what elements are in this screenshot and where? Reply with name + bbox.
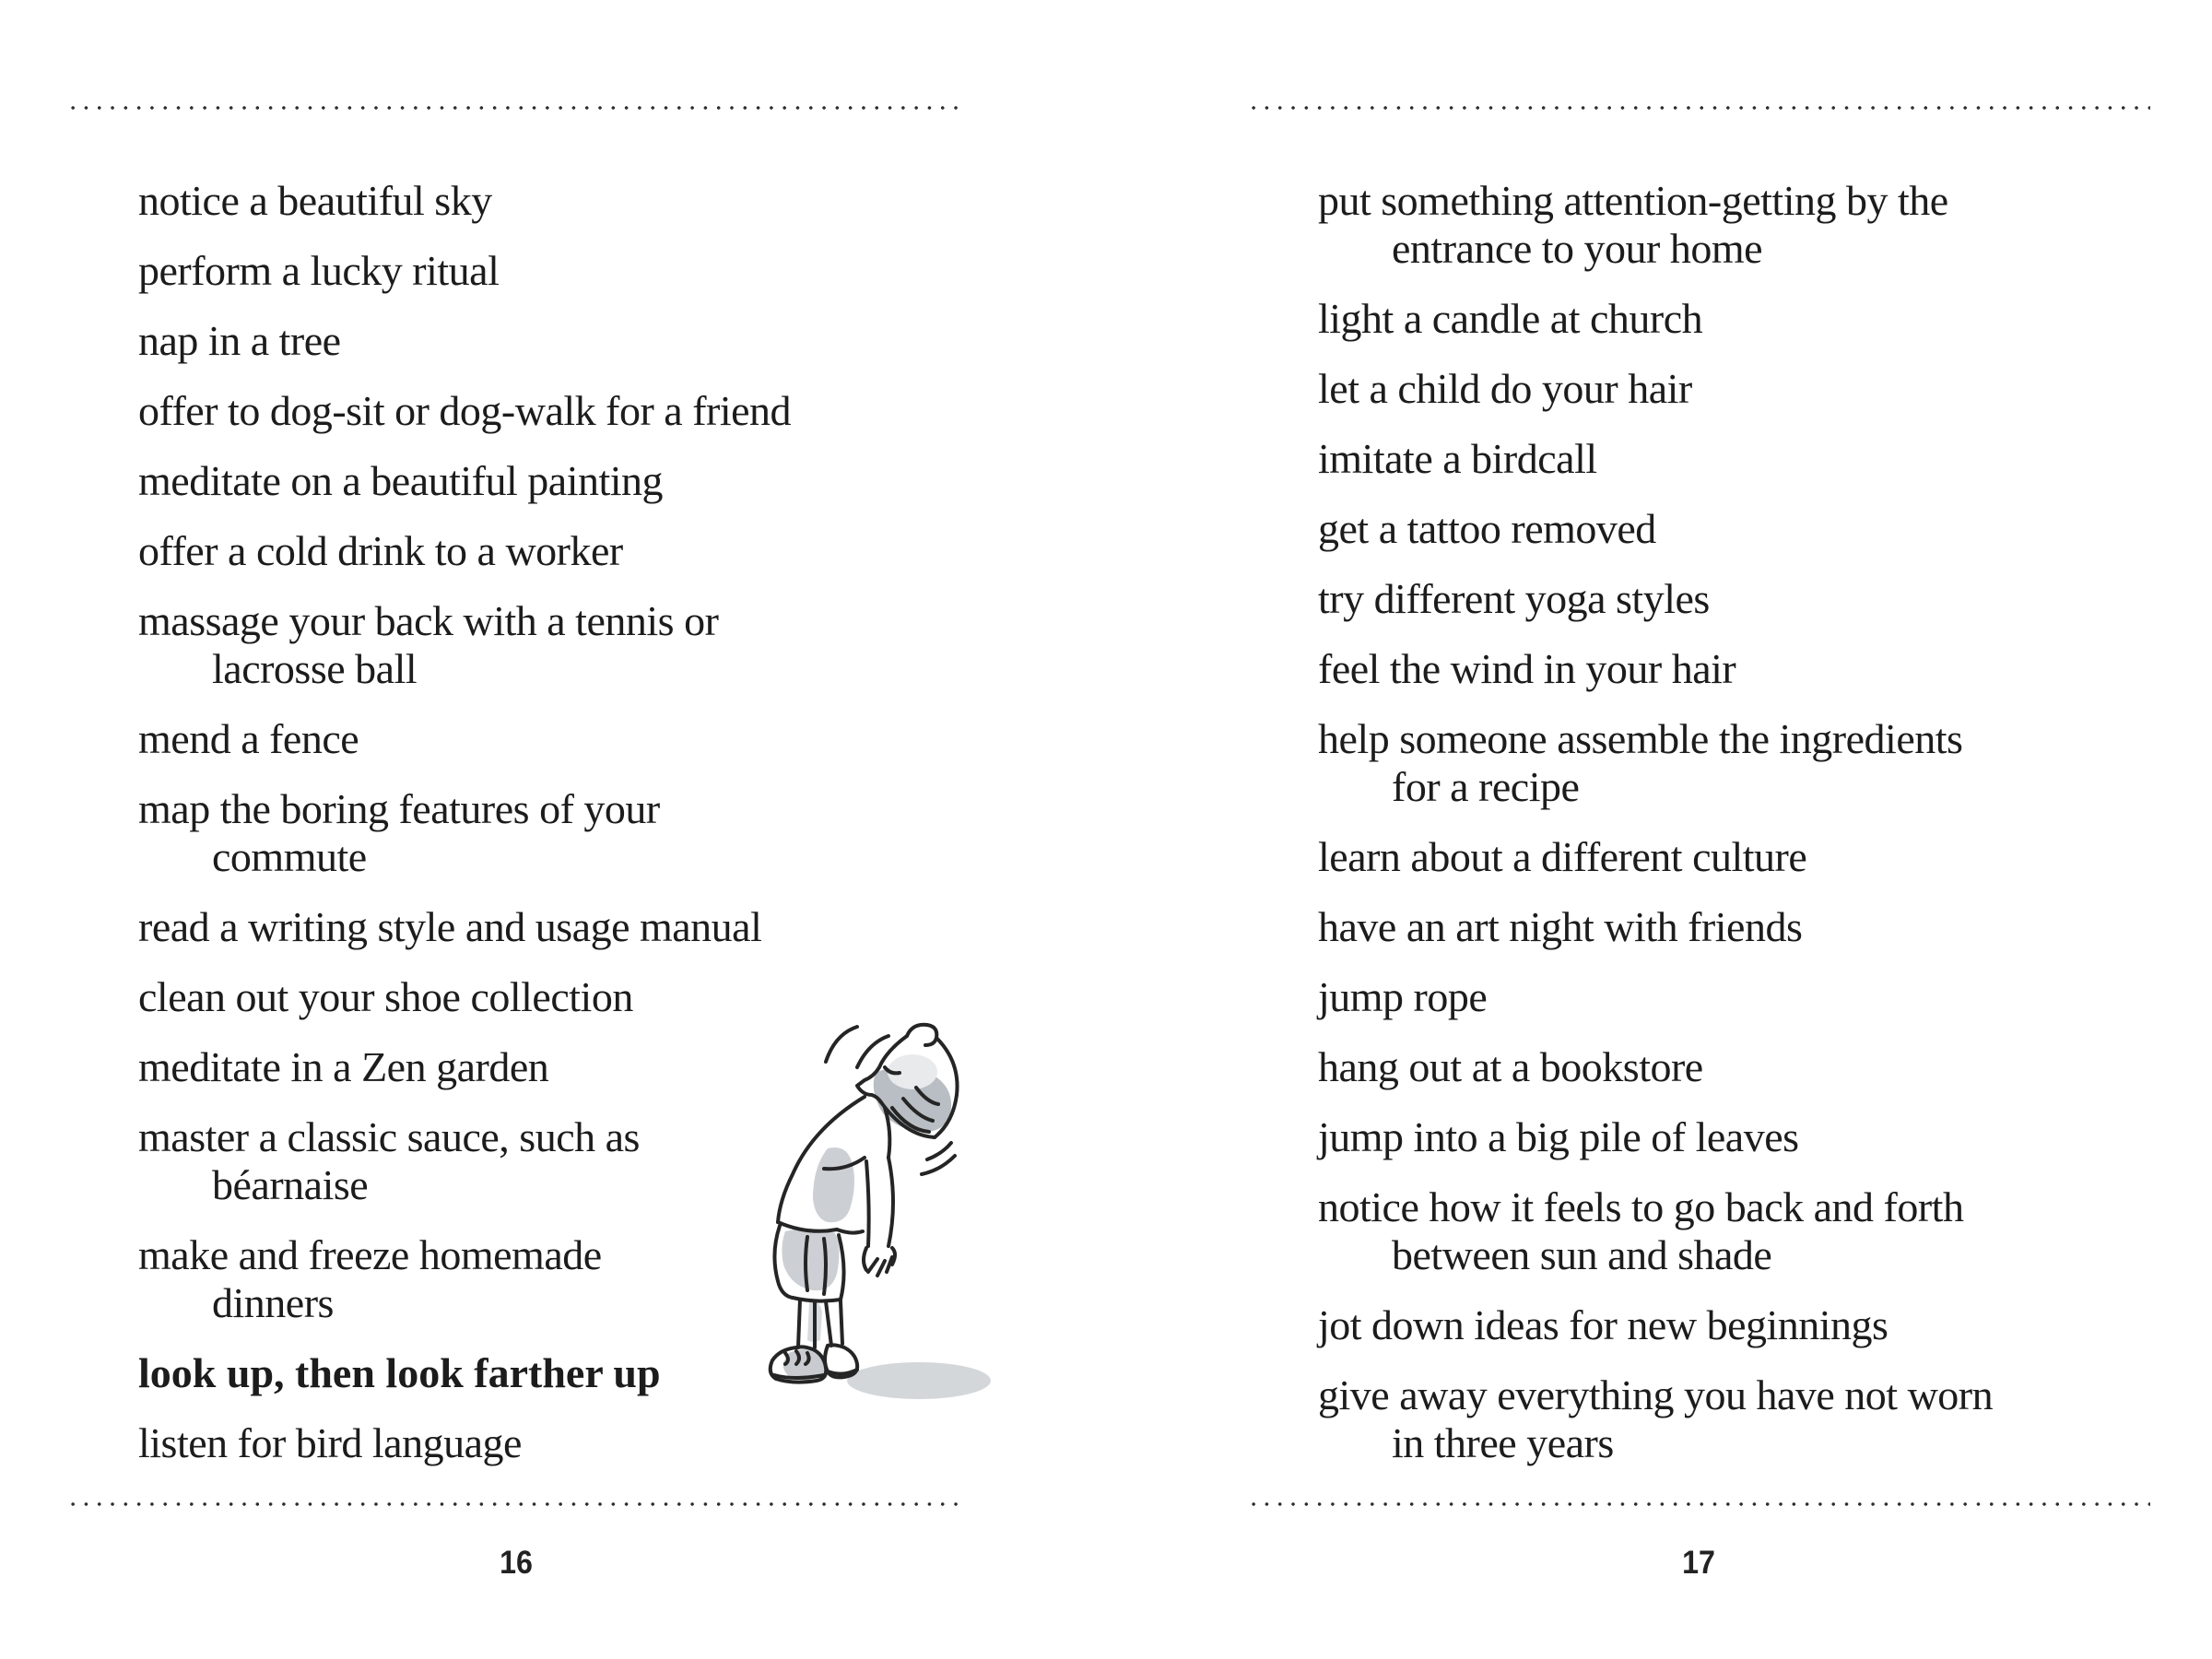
activity-line: entrance to your home [1392,225,1763,272]
activity-item [1318,435,2203,483]
ground-shadow [847,1362,991,1399]
activity-item [1318,1301,2203,1349]
dotted-rule-bottom-left [66,1501,966,1507]
activity-line: nap in a tree [138,317,341,364]
far-leg-front [826,1301,831,1346]
activity-item [1318,505,2203,553]
activity-line: map the boring features of your [138,785,660,832]
activity-item [138,597,1023,693]
activity-line: béarnaise [212,1161,369,1208]
activity-line: mend a fence [138,715,359,762]
dotted-rule-bottom-right [1247,1501,2150,1507]
activity-line: light a candle at church [1318,295,1703,342]
activity-line: listen for bird language [138,1419,522,1466]
activity-line: jot down ideas for new beginnings [1318,1301,1888,1348]
activity-line: read a writing style and usage manual [138,903,762,950]
activity-item [138,715,1023,763]
activity-line: try different yoga styles [1318,575,1710,622]
activity-item [138,1419,1023,1467]
shirt-hem-line [778,1222,837,1231]
activity-line: meditate in a Zen garden [138,1043,549,1090]
motion-arc-left-2 [857,1036,888,1067]
activity-item [1318,903,2203,951]
shorts-shade [782,1229,839,1290]
ear-line [907,1025,936,1045]
arm-outer-line [888,1158,893,1246]
activity-item [138,387,1023,435]
hand-line [864,1248,866,1270]
finger-1 [868,1259,877,1272]
activity-line: between sun and shade [1392,1231,1772,1278]
activity-line: give away everything you have not worn [1318,1371,1994,1418]
activity-line: perform a lucky ritual [138,247,500,294]
page-number-left: 16 [500,1545,533,1581]
activity-line: offer to dog-sit or dog-walk for a friend [138,387,792,434]
shorts-crease-2 [824,1239,826,1294]
activity-line: in three years [1392,1419,1614,1466]
activity-line: feel the wind in your hair [1318,645,1736,692]
activity-item [138,177,1023,225]
activity-line: help someone assemble the ingredients [1318,715,1963,762]
activity-item [138,317,1023,365]
activity-line: let a child do your hair [1318,365,1692,412]
page-right [1106,0,2212,1659]
motion-arc-right-1 [927,1143,951,1159]
activity-list-right [1318,177,2203,1467]
activity-line: for a recipe [1392,763,1580,810]
activity-line: look up, then look farther up [138,1349,661,1396]
activity-line: lacrosse ball [212,645,418,692]
activity-item [1318,973,2203,1021]
far-sneaker-sole [828,1370,857,1374]
activity-line: jump rope [1318,973,1488,1020]
activity-line: jump into a big pile of leaves [1318,1113,1799,1160]
shorts-back-line [839,1235,844,1300]
shirt-shade [813,1147,854,1222]
activity-line: notice how it feels to go back and forth [1318,1183,1964,1230]
activity-line: massage your back with a tennis or [138,597,719,644]
finger-2 [877,1261,885,1276]
activity-line: imitate a birdcall [1318,435,1597,482]
activity-line: commute [212,833,367,880]
page-number-right: 17 [1682,1545,1715,1581]
activity-item [138,457,1023,505]
activity-line: dinners [212,1279,334,1326]
activity-item [1318,575,2203,623]
activity-item [138,527,1023,575]
shorts-crease-1 [806,1237,807,1290]
activity-item [1318,1183,2203,1279]
activity-item [1318,365,2203,413]
arm-inner-line [866,1161,869,1246]
activity-line: learn about a different culture [1318,833,1807,880]
activity-line: clean out your shoe collection [138,973,633,1020]
activity-item [1318,1371,2203,1467]
dotted-rule-top-right [1247,105,2150,111]
activity-line: have an art night with friends [1318,903,1803,950]
activity-line: make and freeze homemade [138,1231,602,1278]
activity-line: notice a beautiful sky [138,177,492,224]
activity-line: put something attention-getting by the [1318,177,1948,224]
bending-figure-sketch [728,977,1032,1419]
activity-item [1318,295,2203,343]
activity-line: master a classic sauce, such as [138,1113,640,1160]
activity-item [138,903,1023,951]
near-leg-front [798,1300,800,1347]
activity-line: hang out at a bookstore [1318,1043,1703,1090]
activity-item [1318,1043,2203,1091]
activity-item [138,785,1023,881]
dotted-rule-top-left [66,105,966,111]
activity-line: meditate on a beautiful painting [138,457,664,504]
activity-item [1318,833,2203,881]
activity-item [1318,177,2203,273]
activity-item [1318,1113,2203,1161]
bending-figure-illustration [728,977,1032,1419]
far-leg-back [841,1301,842,1344]
activity-line: get a tattoo removed [1318,505,1656,552]
activity-item [1318,645,2203,693]
activity-item [138,247,1023,295]
activity-item [1318,715,2203,811]
shirt-hem-back-line [837,1230,863,1233]
activity-line: offer a cold drink to a worker [138,527,623,574]
motion-arc-left-1 [826,1027,857,1062]
